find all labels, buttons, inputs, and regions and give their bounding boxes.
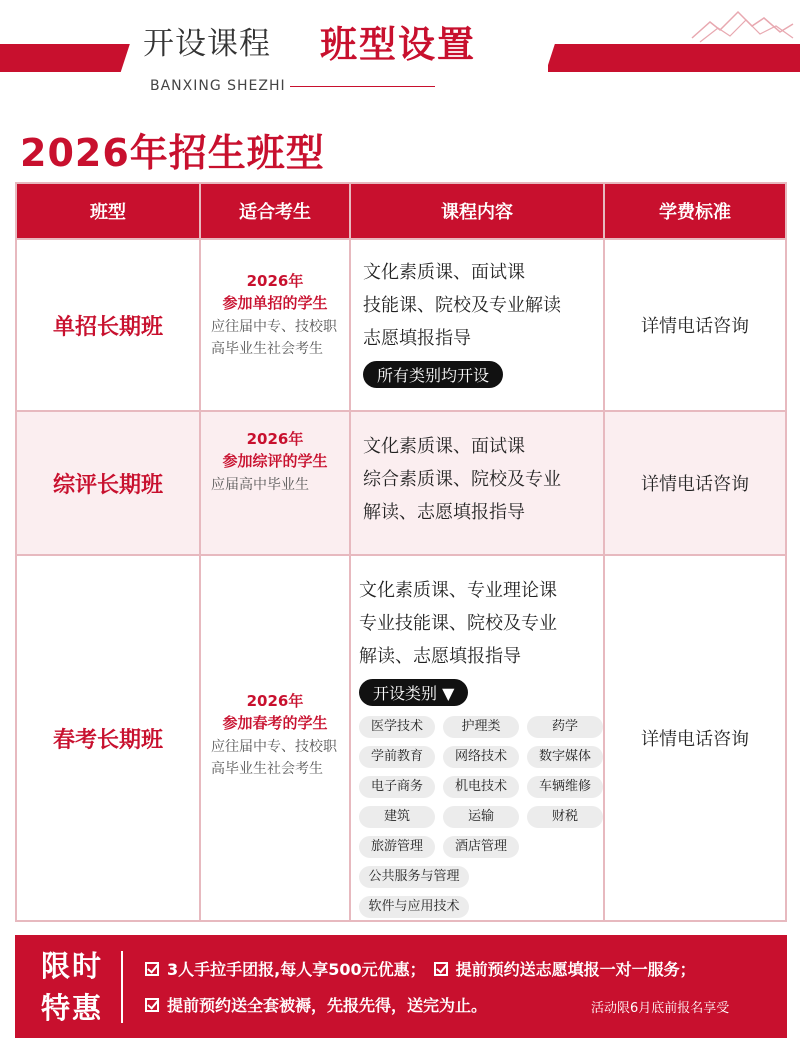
courses-cell — [351, 412, 603, 554]
category-tag: 酒店管理 — [443, 836, 519, 858]
category-tag: 公共服务与管理 — [359, 866, 469, 888]
promo-note: 活动限6月底前报名享受 — [591, 1001, 730, 1016]
class-name: 春考长期班 — [52, 727, 163, 753]
header-band-right — [548, 44, 800, 72]
category-tag: 机电技术 — [443, 776, 519, 798]
fee-text: 详情电话咨询 — [641, 474, 749, 495]
student-label: 参加春考的学生 — [222, 714, 328, 732]
fee-text: 详情电话咨询 — [641, 316, 749, 337]
header-title-light: 开设课程 — [143, 26, 271, 62]
student-desc: 应往届中专、技校职高毕业生社会考生 — [211, 319, 337, 357]
checkbox-icon — [145, 998, 159, 1012]
student-year: 2026年 — [246, 430, 304, 448]
promo-label-line: 限时 — [41, 949, 104, 983]
category-tags — [359, 716, 591, 918]
student-desc: 应往届中专、技校职高毕业生社会考生 — [211, 739, 337, 777]
category-tag: 学前教育 — [359, 746, 435, 768]
promo-label — [41, 945, 103, 1029]
course-line: 解读、志愿填报指导 — [359, 646, 521, 667]
header-title-bold: 班型设置 — [320, 23, 476, 66]
students-cell — [201, 412, 349, 554]
table-header-class: 班型 — [17, 184, 199, 238]
promo-item: 提前预约送全套被褥，先报先得，送完为止。 — [167, 996, 488, 1015]
categories-dropdown[interactable]: 开设类别 ▼ — [359, 679, 468, 706]
class-table — [15, 182, 787, 922]
student-desc: 应届高中毕业生 — [211, 477, 309, 493]
table-header-students: 适合考生 — [201, 184, 349, 238]
header-subtitle: BANXING SHEZHI — [150, 78, 286, 94]
class-name-cell — [17, 240, 199, 410]
student-year: 2026年 — [246, 692, 304, 710]
category-tag: 药学 — [527, 716, 603, 738]
course-line: 文化素质课、面试课 — [363, 262, 525, 283]
category-tag: 车辆维修 — [527, 776, 603, 798]
fee-cell — [605, 240, 785, 410]
course-line: 文化素质课、面试课 — [363, 436, 525, 457]
course-line: 志愿填报指导 — [363, 328, 471, 349]
promo-item: 3人手拉手团报,每人享500元优惠； — [167, 960, 426, 979]
class-name: 综评长期班 — [52, 472, 163, 498]
category-tag: 护理类 — [443, 716, 519, 738]
checkbox-icon — [145, 962, 159, 976]
courses-cell — [351, 240, 603, 410]
checkbox-icon — [434, 962, 448, 976]
category-tag: 运输 — [443, 806, 519, 828]
fee-cell — [605, 412, 785, 554]
class-name-cell — [17, 412, 199, 554]
fee-text: 详情电话咨询 — [641, 729, 749, 750]
student-label: 参加综评的学生 — [222, 452, 328, 470]
page-title: 2026年招生班型 — [20, 131, 325, 175]
category-tag: 旅游管理 — [359, 836, 435, 858]
course-line: 文化素质课、专业理论课 — [359, 580, 557, 601]
student-year: 2026年 — [246, 272, 304, 290]
class-name: 单招长期班 — [52, 314, 163, 340]
category-tag: 财税 — [527, 806, 603, 828]
table-header-courses: 课程内容 — [351, 184, 603, 238]
course-line: 专业技能课、院校及专业 — [359, 613, 557, 634]
promo-divider — [121, 951, 123, 1023]
fee-cell — [605, 556, 785, 920]
table-header-fee: 学费标准 — [605, 184, 785, 238]
category-tag: 网络技术 — [443, 746, 519, 768]
students-cell — [201, 240, 349, 410]
course-line: 解读、志愿填报指导 — [363, 502, 525, 523]
header-underline — [290, 86, 435, 87]
category-tag: 数字媒体 — [527, 746, 603, 768]
promo-row — [145, 957, 696, 980]
promo-label-line: 特惠 — [41, 991, 104, 1025]
courses-cell — [351, 556, 603, 920]
promo-item: 提前预约送志愿填报一对一服务； — [455, 960, 696, 979]
category-tag: 医学技术 — [359, 716, 435, 738]
category-tag: 电子商务 — [359, 776, 435, 798]
category-tag: 建筑 — [359, 806, 435, 828]
all-categories-badge: 所有类别均开设 — [363, 361, 503, 388]
promo-row — [145, 993, 487, 1016]
header-banner — [0, 0, 800, 110]
students-cell — [201, 556, 349, 920]
header-band-left — [0, 44, 135, 72]
category-tag: 软件与应用技术 — [359, 896, 469, 918]
class-name-cell — [17, 556, 199, 920]
course-line: 技能课、院校及专业解读 — [363, 295, 561, 316]
promo-bar — [15, 935, 787, 1038]
mountain-deco-icon — [690, 8, 795, 44]
course-line: 综合素质课、院校及专业 — [363, 469, 561, 490]
student-label: 参加单招的学生 — [222, 294, 328, 312]
